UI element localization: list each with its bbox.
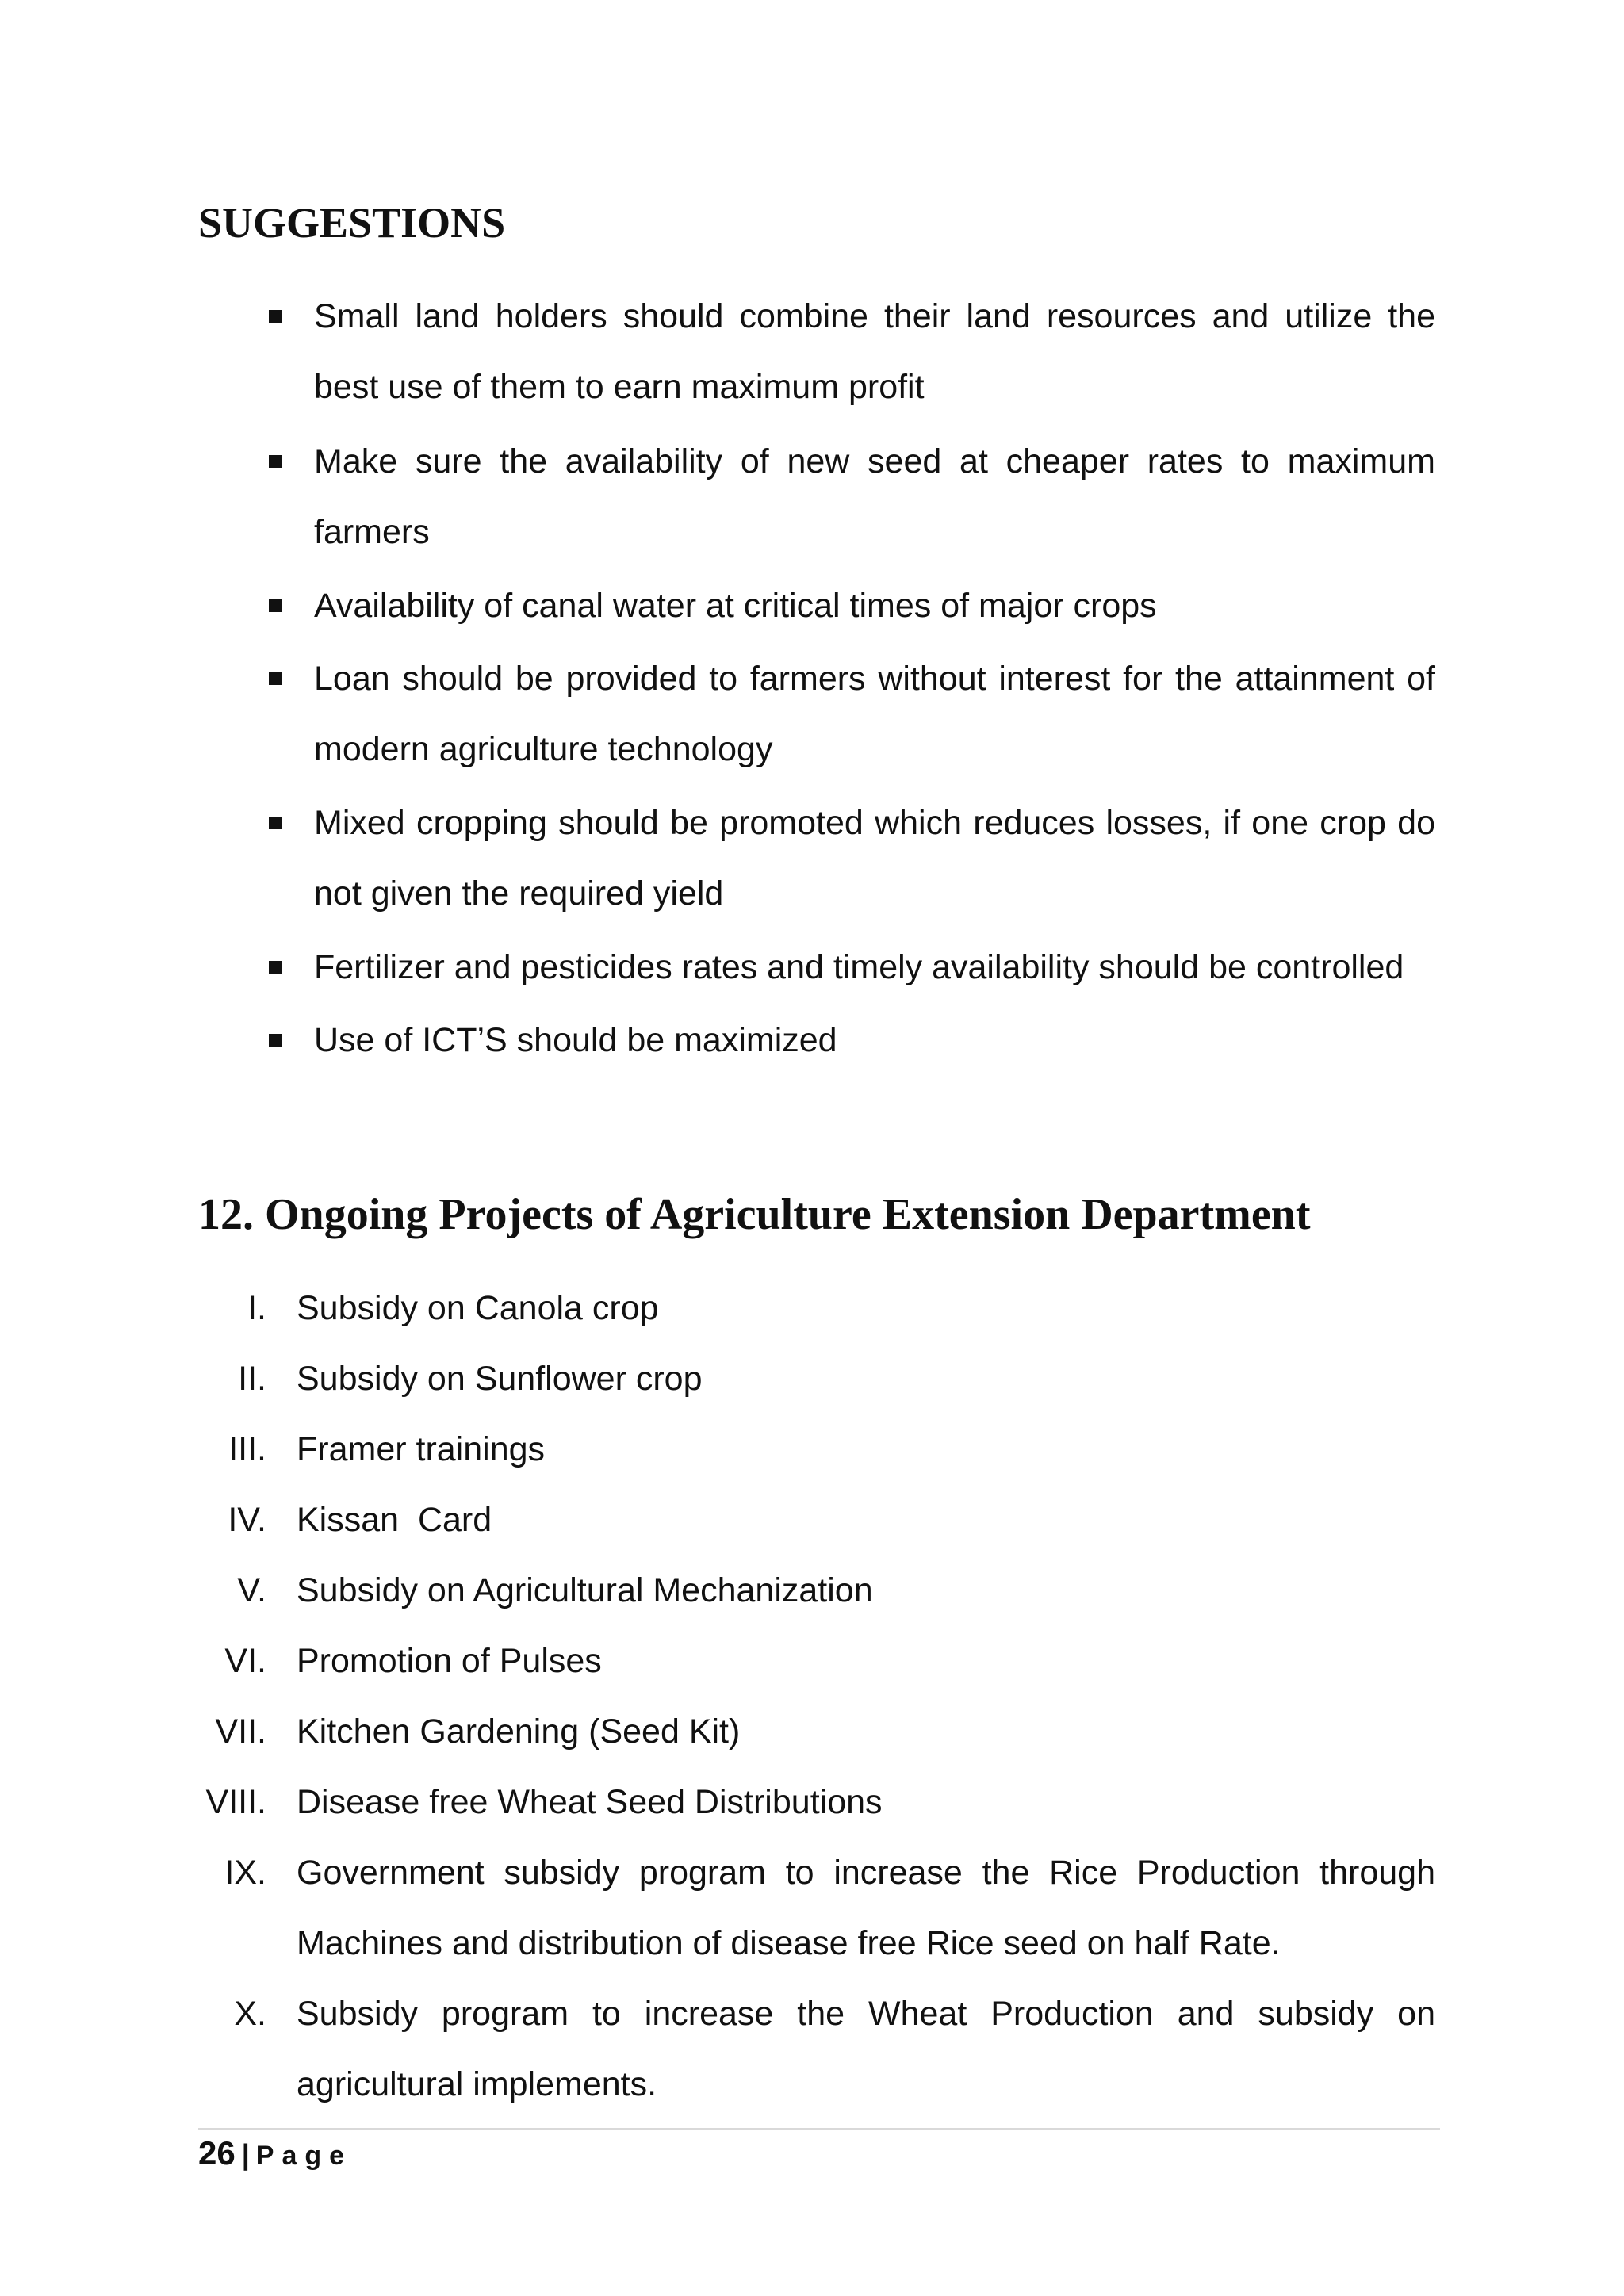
list-item-text: Make sure the availability of new seed at cheaper rates to maximum farmers xyxy=(314,442,1435,551)
page-label: Page xyxy=(255,2141,353,2171)
square-bullet-icon xyxy=(269,455,282,468)
list-item xyxy=(228,1485,1435,1556)
list-item xyxy=(314,932,1435,1003)
list-item xyxy=(224,1626,1435,1697)
page-number: 26 xyxy=(198,2134,236,2172)
square-bullet-icon xyxy=(269,599,282,612)
square-bullet-icon xyxy=(269,817,282,829)
footer-separator: | xyxy=(241,2138,250,2171)
list-item-text: Kitchen Gardening (Seed Kit) xyxy=(297,1712,741,1751)
list-item-text: Subsidy on Sunflower crop xyxy=(297,1360,703,1398)
list-item-text: Subsidy on Agricultural Mechanization xyxy=(297,1571,873,1609)
list-item-text: Loan should be provided to farmers without interest for the attainment of modern agriculture technology xyxy=(314,660,1435,768)
square-bullet-icon xyxy=(269,672,282,685)
list-item xyxy=(314,571,1435,641)
list-item-text: Promotion of Pulses xyxy=(297,1642,602,1680)
list-item-text: Government subsidy program to increase the Rice Production through Machines and distribution of disease free Rice seed on half Rate. xyxy=(297,1854,1435,1962)
list-item xyxy=(314,281,1435,423)
list-item-number: II. xyxy=(238,1360,266,1398)
list-item-number: I. xyxy=(247,1289,266,1327)
list-item-number: X. xyxy=(234,1995,266,2033)
square-bullet-icon xyxy=(269,1034,282,1047)
list-item-number: IX. xyxy=(224,1854,266,1892)
square-bullet-icon xyxy=(269,961,282,974)
list-item xyxy=(238,1344,1435,1414)
list-item xyxy=(314,644,1435,785)
list-item xyxy=(314,427,1435,568)
list-item-text: Subsidy on Canola crop xyxy=(297,1289,659,1327)
list-item xyxy=(224,1838,1435,1979)
list-item-text: Fertilizer and pesticides rates and timely availability should be controlled xyxy=(314,948,1404,986)
list-item xyxy=(237,1556,1435,1626)
list-item xyxy=(247,1273,1435,1344)
list-item-text: Kissan Card xyxy=(297,1501,492,1539)
list-item xyxy=(314,788,1435,929)
list-item-number: IV. xyxy=(228,1501,266,1539)
footer-divider xyxy=(198,2128,1440,2130)
list-item-text: Disease free Wheat Seed Distributions xyxy=(297,1783,883,1821)
page-footer xyxy=(198,2134,352,2172)
suggestions-heading: SUGGESTIONS xyxy=(198,199,506,247)
list-item xyxy=(205,1767,1435,1838)
list-item-number: V. xyxy=(237,1571,266,1609)
list-item-text: Availability of canal water at critical times of major crops xyxy=(314,587,1157,625)
list-item xyxy=(228,1414,1435,1485)
list-item xyxy=(215,1697,1435,1767)
list-item-number: VII. xyxy=(215,1712,266,1751)
list-item-text: Use of ICT’S should be maximized xyxy=(314,1021,837,1059)
list-item-text: Framer trainings xyxy=(297,1430,546,1468)
list-item-number: VIII. xyxy=(205,1783,266,1821)
list-item-number: III. xyxy=(228,1430,266,1468)
list-item-number: VI. xyxy=(224,1642,266,1680)
list-item-text: Mixed cropping should be promoted which reduces losses, if one crop do not given the required yield xyxy=(314,804,1435,913)
projects-heading: 12. Ongoing Projects of Agriculture Extension Department xyxy=(198,1190,1311,1239)
list-item xyxy=(234,1979,1435,2120)
square-bullet-icon xyxy=(269,310,282,323)
list-item xyxy=(314,1005,1435,1076)
list-item-text: Small land holders should combine their land resources and utilize the best use of them to earn maximum profit xyxy=(314,297,1435,406)
list-item-text: Subsidy program to increase the Wheat Production and subsidy on agricultural implements. xyxy=(297,1995,1435,2103)
